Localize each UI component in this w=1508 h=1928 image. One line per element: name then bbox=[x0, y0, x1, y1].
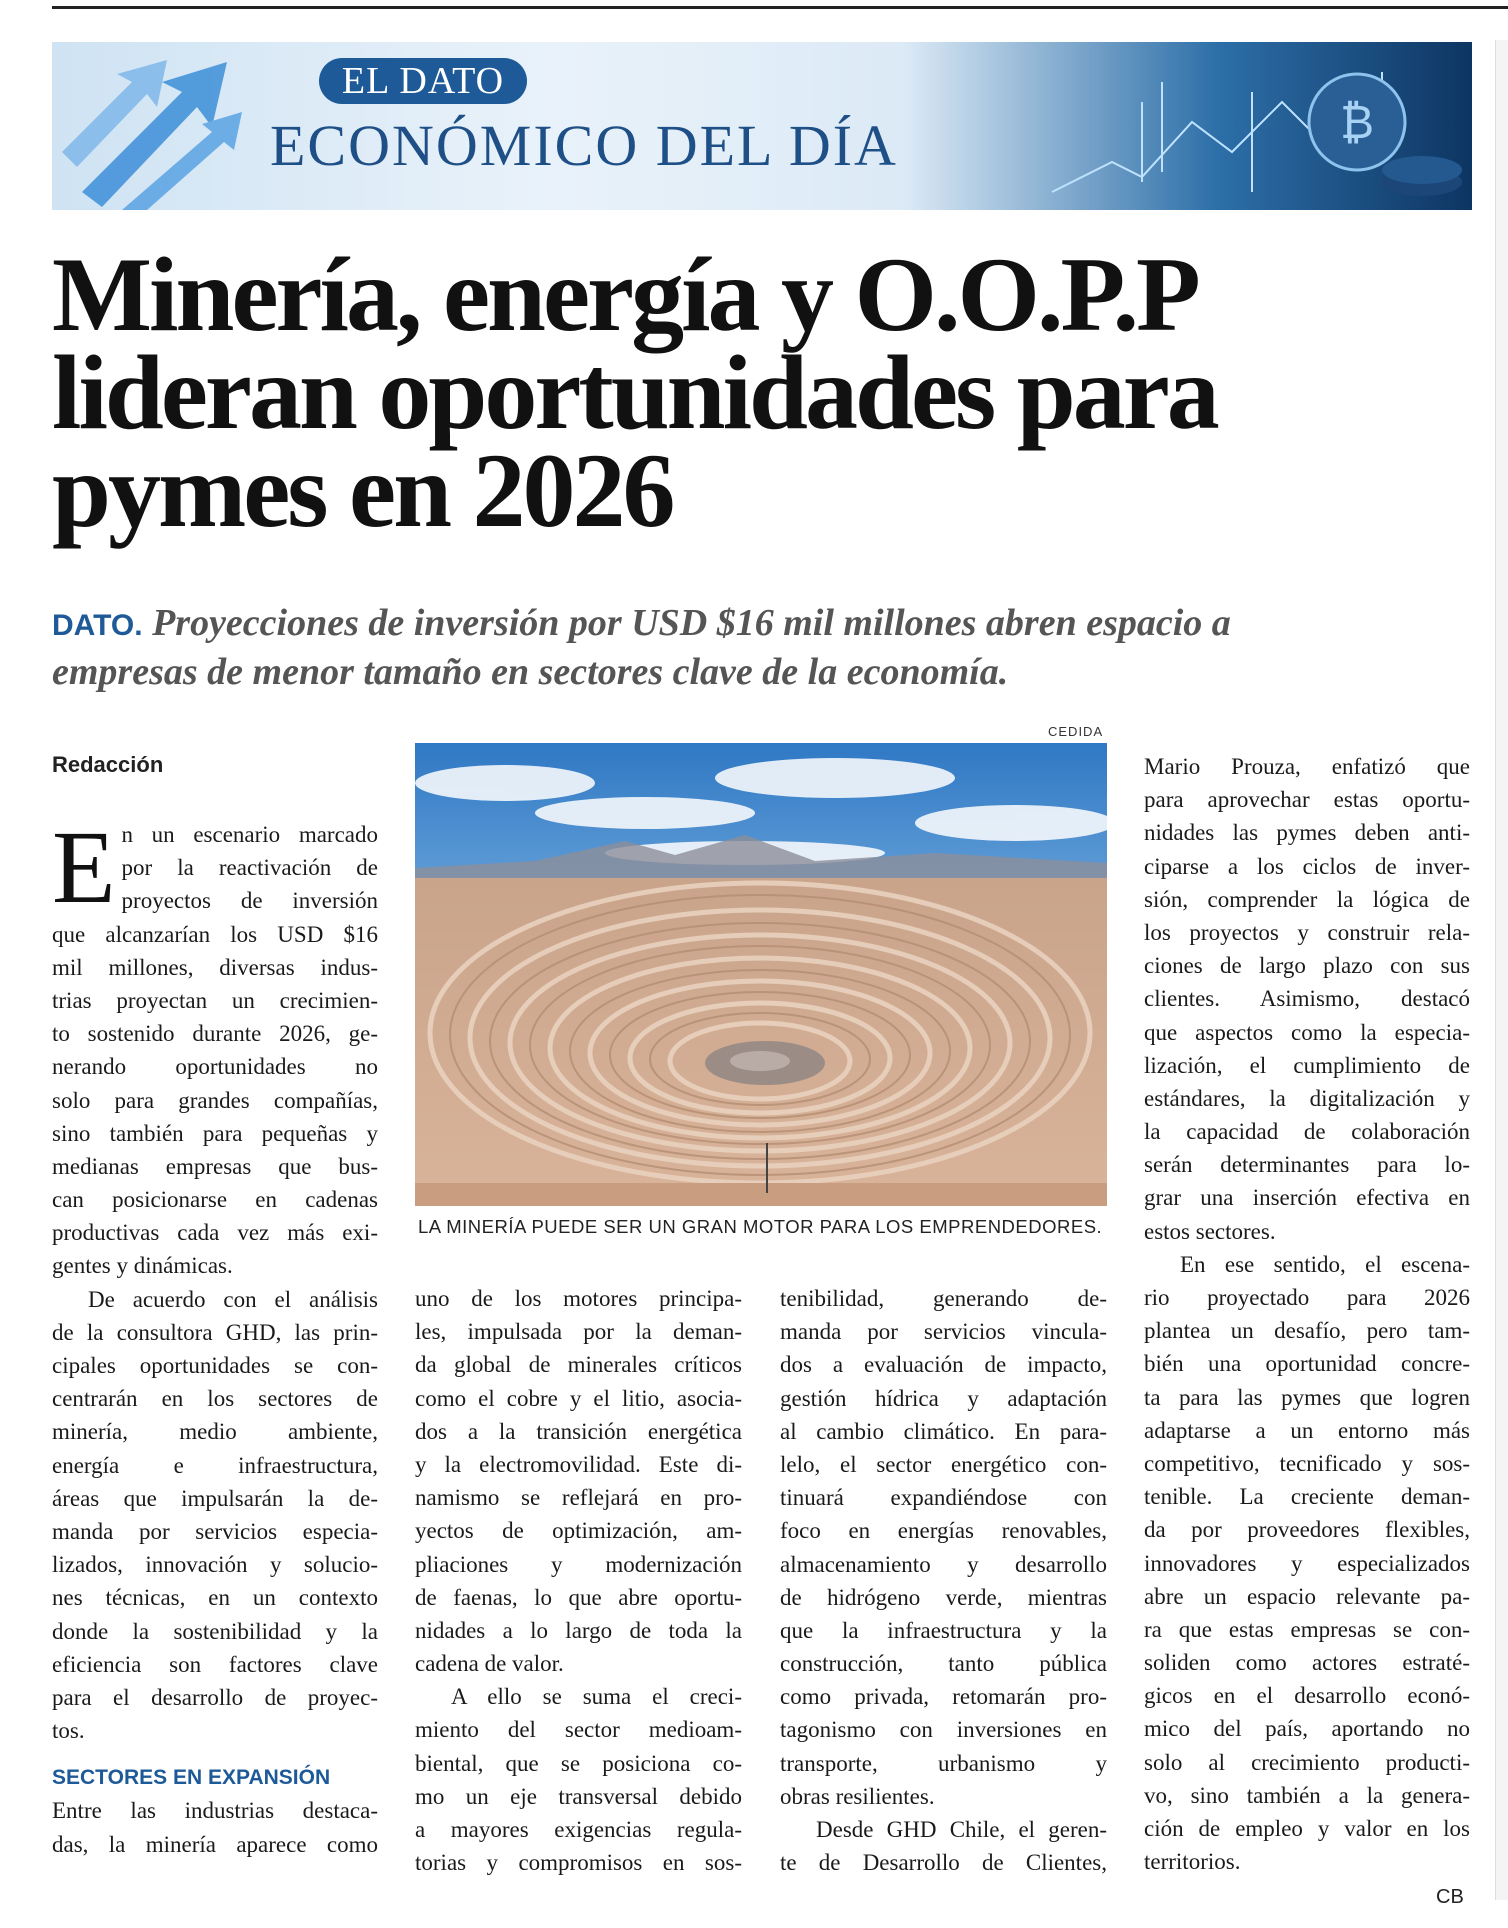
text-line: como el cobre y el litio, asocia- bbox=[415, 1385, 742, 1411]
text-line: clientes. Asimismo, destacó bbox=[1144, 986, 1470, 1012]
text-line: Desde GHD Chile, el geren- bbox=[816, 1817, 1107, 1842]
text-line: gentes y dinámicas. bbox=[52, 1253, 233, 1279]
text-line: serán determinantes para lo- bbox=[1144, 1152, 1470, 1178]
mine-photo bbox=[415, 743, 1107, 1206]
headline bbox=[52, 236, 1472, 549]
text-line: tos. bbox=[52, 1718, 85, 1744]
text-line: minería, medio ambiente, bbox=[52, 1419, 378, 1445]
byline: Redacción bbox=[52, 752, 164, 777]
text-line: pliaciones y modernización bbox=[415, 1551, 742, 1577]
section-title: ECONÓMICO DEL DÍA bbox=[270, 113, 898, 178]
text-line: que aspectos como la especia- bbox=[1144, 1019, 1470, 1045]
text-line: por la reactivación de bbox=[121, 855, 378, 881]
arrows-graphic bbox=[62, 60, 242, 210]
text-line: can posicionarse en cadenas bbox=[52, 1187, 378, 1213]
text-line: plantea un desafío, pero tam- bbox=[1144, 1318, 1470, 1344]
text-line: te de Desarrollo de Clientes, bbox=[780, 1850, 1107, 1876]
text-line: grar una inserción efectiva en bbox=[1144, 1185, 1470, 1211]
text-line: da global de minerales críticos bbox=[415, 1352, 742, 1378]
text-line: bién una oportunidad concre- bbox=[1144, 1351, 1470, 1377]
text-line: Mario Prouza, enfatizó que bbox=[1144, 754, 1470, 779]
text-line: to sostenido durante 2026, ge- bbox=[52, 1021, 378, 1047]
text-line: de la consultora GHD, las prin- bbox=[52, 1319, 378, 1345]
text-line: donde la sostenibilidad y la bbox=[52, 1618, 378, 1644]
text-line: nidades a lo largo de toda la bbox=[415, 1617, 742, 1643]
text-line: trias proyectan un crecimien- bbox=[52, 987, 378, 1013]
paragraph bbox=[415, 1680, 742, 1879]
paragraph bbox=[52, 1794, 378, 1860]
text-line: manda por servicios especia- bbox=[52, 1518, 378, 1544]
text-line: solo al crecimiento producti- bbox=[1144, 1749, 1470, 1775]
text-column-2 bbox=[415, 1282, 742, 1879]
text-line: almacenamiento y desarrollo bbox=[780, 1551, 1107, 1577]
text-line: la capacidad de colaboración bbox=[1144, 1119, 1470, 1145]
deck-line: empresas de menor tamaño en sectores clave de la economía. bbox=[52, 651, 1009, 693]
text-line: das, la minería aparece como bbox=[52, 1831, 378, 1857]
text-line: lizados, innovación y solucio- bbox=[52, 1552, 378, 1578]
text-line: da por proveedores flexibles, bbox=[1144, 1517, 1470, 1543]
text-line: eficiencia son factores clave bbox=[52, 1651, 378, 1677]
coin-graphic bbox=[1309, 74, 1462, 196]
text-line: mil millones, diversas indus- bbox=[52, 954, 378, 980]
lead-paragraph bbox=[52, 810, 378, 1283]
text-line: vo, sino también a la genera- bbox=[1144, 1782, 1470, 1808]
text-line: cipales oportunidades se con- bbox=[52, 1353, 378, 1378]
text-line: sión, comprender la lógica de bbox=[1144, 886, 1470, 912]
text-line: lelo, el sector energético con- bbox=[780, 1451, 1107, 1477]
text-line: para el desarrollo de proyec- bbox=[52, 1684, 378, 1710]
text-line: uno de los motores principa- bbox=[415, 1286, 742, 1311]
headline-line: pymes en 2026 bbox=[52, 432, 673, 549]
text-line: ciparse a los ciclos de inver- bbox=[1144, 853, 1470, 879]
drop-cap: E bbox=[52, 810, 116, 925]
headline-line: Minería, energía y O.O.P.P bbox=[52, 236, 1198, 353]
photo-credit: CEDIDA bbox=[1048, 724, 1104, 739]
text-line: De acuerdo con el análisis bbox=[88, 1286, 378, 1312]
text-line: nidades las pymes deben anti- bbox=[1144, 820, 1470, 846]
text-line: tenible. La creciente deman- bbox=[1144, 1484, 1470, 1510]
text-line: nerando oportunidades no bbox=[52, 1054, 378, 1080]
text-line: dos a la transición energética bbox=[415, 1418, 742, 1444]
svg-text:₿: ₿ bbox=[1339, 95, 1375, 149]
text-line: adaptarse a un entorno más bbox=[1144, 1417, 1470, 1443]
text-line: A ello se suma el creci- bbox=[451, 1684, 742, 1710]
text-line: ción de empleo y valor en los bbox=[1144, 1816, 1470, 1841]
end-mark-logo: CB bbox=[1436, 1886, 1464, 1908]
section-badge: EL DATO bbox=[319, 58, 527, 104]
text-line: dos a evaluación de impacto, bbox=[780, 1352, 1107, 1378]
text-line: abre un espacio relevante pa- bbox=[1144, 1583, 1470, 1609]
text-line: ciones de largo plazo con sus bbox=[1144, 953, 1470, 979]
headline-line: lideran oportunidades para bbox=[52, 334, 1217, 451]
paragraph bbox=[1144, 1248, 1470, 1879]
text-line: y la electromovilidad. Este di- bbox=[415, 1451, 742, 1477]
text-line: namismo se reflejará en pro- bbox=[415, 1485, 742, 1511]
text-line: foco en energías renovables, bbox=[780, 1518, 1107, 1544]
text-line: yectos de optimización, am- bbox=[415, 1518, 742, 1544]
text-column-3 bbox=[780, 1282, 1107, 1879]
text-line: sino también para pequeñas y bbox=[52, 1120, 378, 1146]
text-line: n un escenario marcado bbox=[121, 822, 378, 847]
text-line: energía e infraestructura, bbox=[52, 1452, 378, 1478]
text-line: tagonismo con inversiones en bbox=[780, 1717, 1107, 1743]
text-line: manda por servicios vincula- bbox=[780, 1319, 1107, 1345]
section-subheading: SECTORES EN EXPANSIÓN bbox=[52, 1766, 331, 1790]
text-line: competitivo, tecnificado y sos- bbox=[1144, 1450, 1470, 1476]
text-line: nes técnicas, en un contexto bbox=[52, 1585, 378, 1611]
text-line: para aprovechar estas oportu- bbox=[1144, 787, 1470, 813]
text-line: áreas que impulsarán la de- bbox=[52, 1485, 378, 1511]
text-line: cadena de valor. bbox=[415, 1651, 564, 1677]
text-line: rio proyectado para 2026 bbox=[1144, 1285, 1470, 1310]
text-line: mico del país, aportando no bbox=[1144, 1716, 1470, 1742]
text-line: En ese sentido, el escena- bbox=[1180, 1251, 1470, 1277]
text-line: estándares, la digitalización y bbox=[1144, 1085, 1470, 1111]
text-line: productivas cada vez más exi- bbox=[52, 1220, 378, 1246]
text-line: tenibilidad, generando de- bbox=[780, 1286, 1107, 1311]
deck-subtitle bbox=[52, 600, 1472, 695]
text-line: les, impulsada por la deman- bbox=[415, 1319, 742, 1345]
text-line: mo un eje transversal debido bbox=[415, 1783, 742, 1809]
text-line: Entre las industrias destaca- bbox=[52, 1798, 378, 1824]
paragraph bbox=[780, 1813, 1107, 1879]
text-line: de faenas, lo que abre oportu- bbox=[415, 1584, 742, 1610]
deck-line: Proyecciones de inversión por USD $16 mil millones abren espacio a bbox=[152, 602, 1231, 644]
text-line: transporte, urbanismo y bbox=[780, 1750, 1107, 1776]
top-rule bbox=[52, 6, 1508, 9]
text-line: que alcanzarían los USD $16 bbox=[52, 921, 378, 947]
text-line: al cambio climático. En para- bbox=[780, 1418, 1107, 1444]
paragraph bbox=[52, 1283, 378, 1748]
text-line: torias y compromisos en sos- bbox=[415, 1850, 742, 1876]
text-line: medianas empresas que bus- bbox=[52, 1153, 378, 1179]
text-line: proyectos de inversión bbox=[121, 888, 378, 914]
paragraph bbox=[415, 1282, 742, 1680]
text-line: soliden como actores estraté- bbox=[1144, 1650, 1470, 1676]
deck-kicker: DATO. bbox=[52, 609, 143, 642]
text-line: innovadores y especializados bbox=[1144, 1550, 1470, 1576]
text-line: ra que estas empresas se con- bbox=[1144, 1616, 1470, 1642]
text-line: gestión hídrica y adaptación bbox=[780, 1385, 1107, 1411]
photo-caption: LA MINERÍA PUEDE SER UN GRAN MOTOR PARA LOS EMPRENDEDORES. bbox=[418, 1216, 1103, 1237]
text-line: estos sectores. bbox=[1144, 1218, 1276, 1244]
text-column-4 bbox=[1144, 750, 1470, 1878]
adjacent-column-edge bbox=[1495, 40, 1508, 1900]
paragraph bbox=[780, 1282, 1107, 1813]
paragraph bbox=[1144, 750, 1470, 1248]
text-line: que la infraestructura y la bbox=[780, 1617, 1107, 1643]
text-line: los proyectos y construir rela- bbox=[1144, 919, 1470, 945]
text-line: miento del sector medioam- bbox=[415, 1717, 742, 1743]
text-line: tinuará expandiéndose con bbox=[780, 1485, 1107, 1511]
text-line: territorios. bbox=[1144, 1849, 1241, 1875]
text-line: gicos en el desarrollo econó- bbox=[1144, 1683, 1470, 1709]
text-column-1 bbox=[52, 810, 378, 1861]
text-line: lización, el cumplimiento de bbox=[1144, 1052, 1470, 1078]
text-line: de hidrógeno verde, mientras bbox=[780, 1584, 1107, 1610]
text-line: como privada, retomarán pro- bbox=[780, 1684, 1107, 1710]
text-line: biental, que se posiciona co- bbox=[415, 1750, 742, 1776]
text-line: ta para las pymes que logren bbox=[1144, 1384, 1470, 1410]
text-line: construcción, tanto pública bbox=[780, 1651, 1107, 1677]
text-line: centrarán en los sectores de bbox=[52, 1386, 378, 1412]
text-line: a mayores exigencias regula- bbox=[415, 1817, 742, 1842]
text-line: solo para grandes compañías, bbox=[52, 1087, 378, 1113]
section-banner bbox=[52, 42, 1472, 210]
text-line: obras resilientes. bbox=[780, 1783, 935, 1809]
